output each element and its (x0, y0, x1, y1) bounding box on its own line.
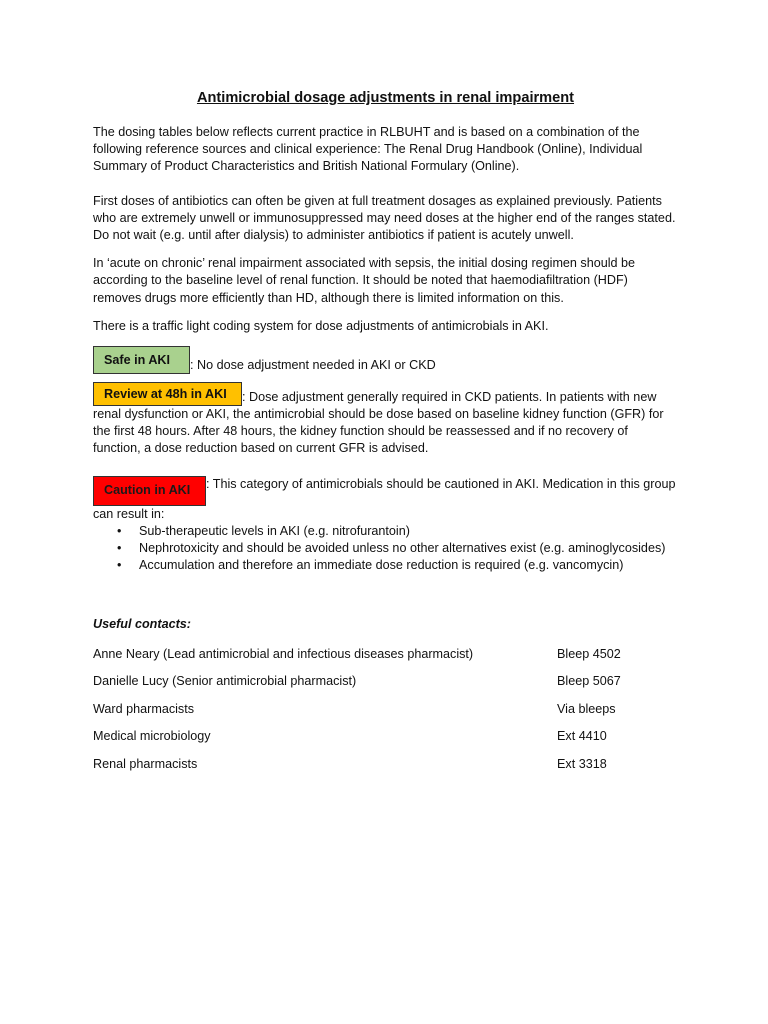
acute-on-chronic-paragraph: In ‘acute on chronic’ renal impairment associated with sepsis, the initial dosing regimen should be according to the baseline level of renal function. It should be noted that haemodiafiltration (HDF) removes drugs more efficiently than HD, although there is limited information on this. (93, 256, 636, 305)
contact-value: Via bleeps (557, 701, 616, 716)
contact-value: Ext 4410 (557, 729, 607, 744)
contact-value: Bleep 5067 (557, 674, 621, 689)
list-item: • Sub-therapeutic levels in AKI (e.g. nitrofurantoin) (139, 523, 678, 540)
review-at-48h-badge: Review at 48h in AKI (93, 382, 242, 406)
document-title: Antimicrobial dosage adjustments in renal impairment (196, 90, 575, 106)
contact-row (93, 646, 678, 663)
contact-name: Renal pharmacists (93, 757, 198, 772)
review-at-48h-description: : Dose adjustment generally required in CKD patients. In patients with new renal dysfunction or AKI, the antimicrobial should be dose based on baseline kidney function (GFR) for the first 48 hours. After 48 hours, the kidney function should be reassessed and if no recovery of function, a dose reduction based on current GFR is advised. (93, 389, 664, 456)
safe-in-aki-row (93, 346, 678, 374)
caution-in-aki-description: : This category of antimicrobials should be cautioned in AKI. Medication in this group can result in: (93, 476, 676, 521)
contact-value: Bleep 4502 (557, 646, 621, 661)
intro-paragraph: The dosing tables below reflects current practice in RLBUHT and is based on a combination of the following reference sources and clinical experience: The Renal Drug Handbook (Online), Individual Summary of Product Characteristics and British National Formulary (Online). (93, 125, 643, 174)
useful-contacts-heading: Useful contacts: (93, 617, 191, 632)
safe-in-aki-badge: Safe in AKI (93, 346, 190, 374)
contact-value: Ext 3318 (557, 757, 607, 772)
review-at-48h-row (93, 382, 678, 458)
contact-name: Anne Neary (Lead antimicrobial and infectious diseases pharmacist) (93, 646, 474, 661)
contact-row (93, 728, 678, 745)
bullet-icon: • (117, 541, 122, 556)
bullet-icon: • (117, 523, 122, 538)
safe-in-aki-description: : No dose adjustment needed in AKI or CKD (190, 357, 436, 372)
caution-bullet-list (93, 523, 678, 575)
list-item: • Nephrotoxicity and should be avoided unless no other alternatives exist (e.g. aminoglycosides) (139, 540, 678, 557)
caution-in-aki-badge: Caution in AKI (93, 476, 206, 506)
contact-row (93, 756, 678, 773)
contact-name: Danielle Lucy (Senior antimicrobial pharmacist) (93, 674, 357, 689)
first-doses-paragraph: First doses of antibiotics can often be given at full treatment dosages as explained previously. Patients who are extremely unwell or immunosuppressed may need doses at the higher end of the ranges stated. Do not wait (e.g. until after dialysis) to administer antibiotics if patient is acutely unwell. (93, 193, 676, 243)
traffic-light-intro-paragraph: There is a traffic light coding system for dose adjustments of antimicrobials in AKI. (93, 318, 549, 333)
contact-row (93, 701, 678, 718)
contact-name: Medical microbiology (93, 729, 211, 744)
contact-row (93, 673, 678, 690)
document-page (93, 88, 678, 784)
bullet-icon: • (117, 558, 122, 573)
list-item: • Accumulation and therefore an immediate dose reduction is required (e.g. vancomycin) (139, 557, 678, 574)
contact-name: Ward pharmacists (93, 701, 195, 716)
caution-in-aki-row (93, 476, 678, 523)
